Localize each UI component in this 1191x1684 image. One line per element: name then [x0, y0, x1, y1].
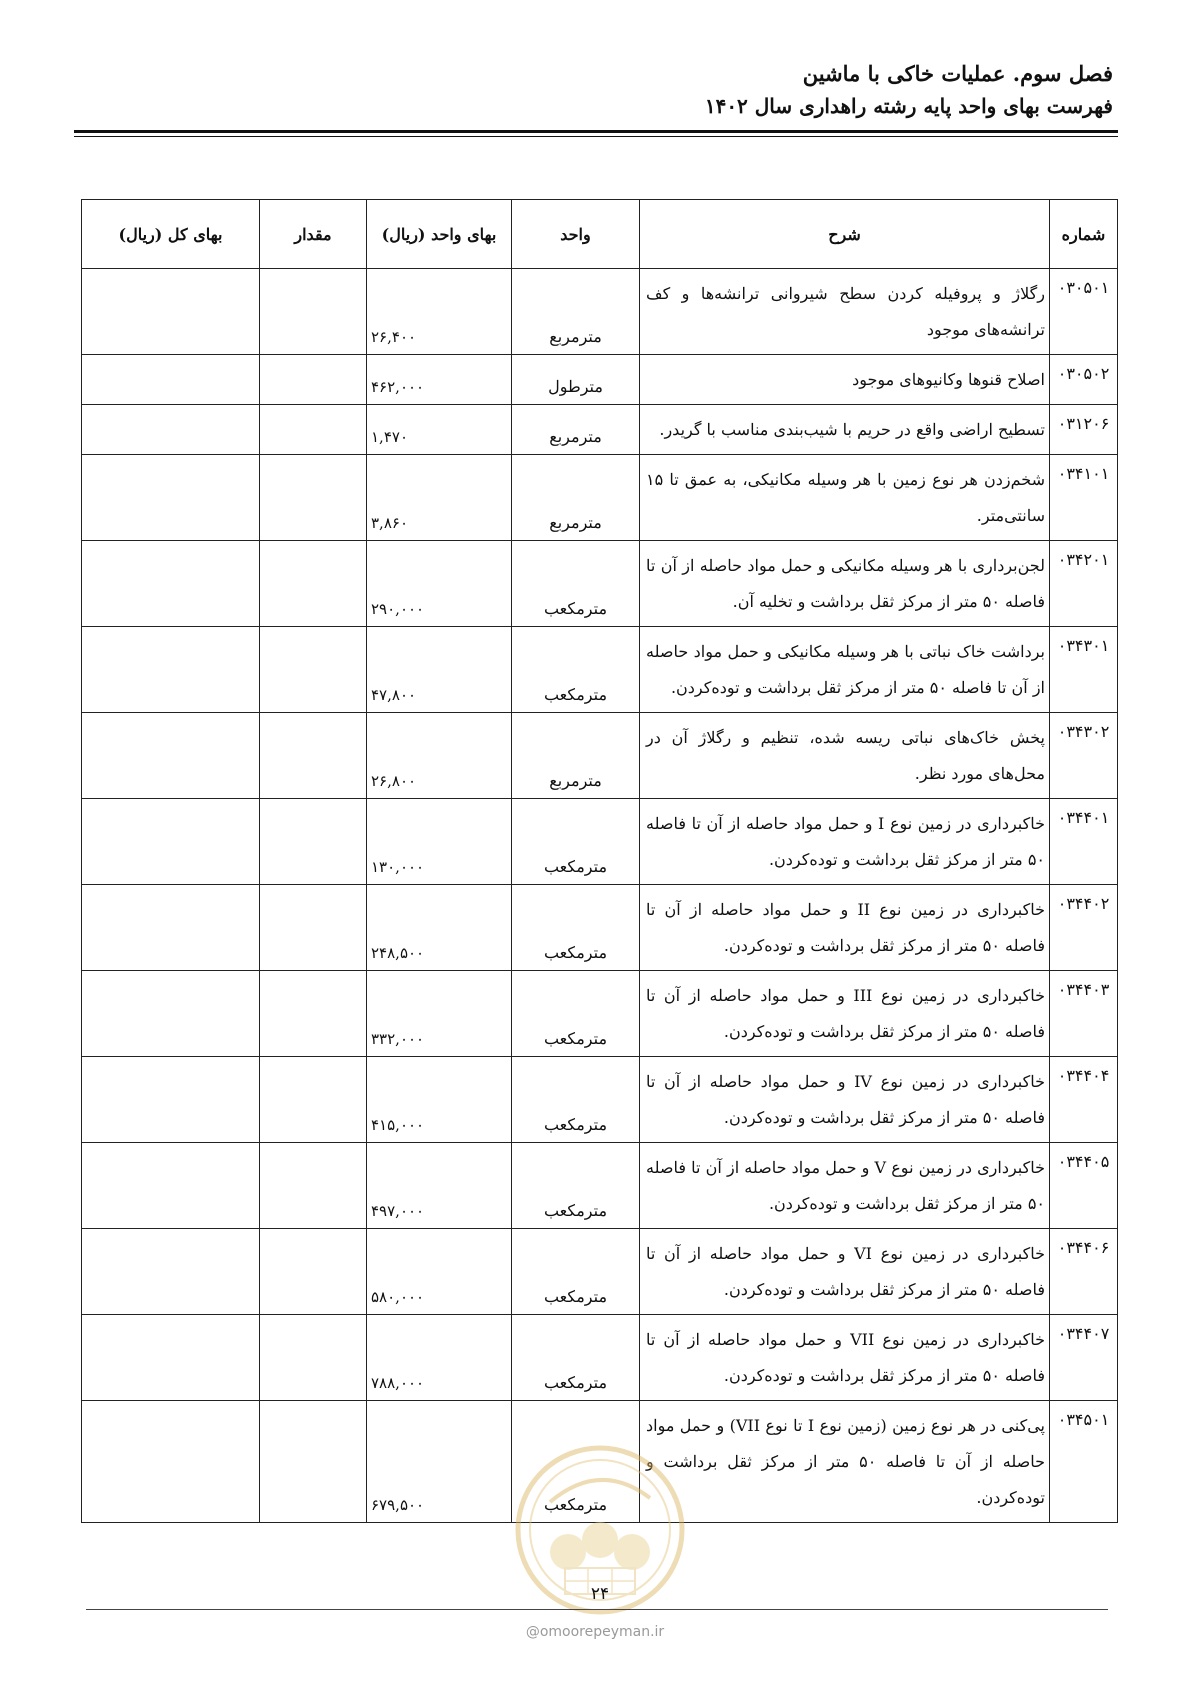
item-code: ۰۳۴۲۰۱ — [1050, 541, 1118, 627]
item-total-price — [82, 799, 260, 885]
item-total-price — [82, 1315, 260, 1401]
item-quantity — [260, 1229, 367, 1315]
item-code: ۰۳۴۴۰۳ — [1050, 971, 1118, 1057]
item-total-price — [82, 971, 260, 1057]
item-code: ۰۳۴۴۰۵ — [1050, 1143, 1118, 1229]
item-description: تسطیح اراضی واقع در حریم با شیب‌بندی مناسب با گریدر. — [640, 405, 1050, 455]
item-code: ۰۳۴۱۰۱ — [1050, 455, 1118, 541]
item-quantity — [260, 627, 367, 713]
item-total-price — [82, 627, 260, 713]
item-description: شخم‌زدن هر نوع زمین با هر وسیله مکانیکی، به عمق تا ۱۵ سانتی‌متر. — [640, 455, 1050, 541]
item-unit-price: ۱,۴۷۰ — [367, 405, 512, 455]
table-row — [82, 405, 1118, 455]
item-code: ۰۳۱۲۰۶ — [1050, 405, 1118, 455]
table-row — [82, 799, 1118, 885]
item-code: ۰۳۴۵۰۱ — [1050, 1401, 1118, 1523]
item-unit: مترمکعب — [512, 1315, 640, 1401]
item-unit: مترمکعب — [512, 1401, 640, 1523]
item-code: ۰۳۰۵۰۲ — [1050, 355, 1118, 405]
item-unit: مترمربع — [512, 405, 640, 455]
item-code: ۰۳۴۴۰۴ — [1050, 1057, 1118, 1143]
item-unit-price: ۴۷,۸۰۰ — [367, 627, 512, 713]
item-unit-price: ۳,۸۶۰ — [367, 455, 512, 541]
item-description: پی‌کنی در هر نوع زمین (زمین نوع I تا نوع VII) و حمل مواد حاصله از آن تا فاصله ۵۰ متر از مرکز ثقل برداشت و توده‌کردن. — [640, 1401, 1050, 1523]
item-unit-price: ۴۹۷,۰۰۰ — [367, 1143, 512, 1229]
website-watermark: @omoorepeyman.ir — [525, 1624, 665, 1640]
table-row — [82, 1229, 1118, 1315]
page-number: ۲۴ — [590, 1584, 610, 1604]
table-row — [82, 455, 1118, 541]
item-unit: مترمربع — [512, 269, 640, 355]
header-unit: واحد — [512, 200, 640, 269]
table-row — [82, 1143, 1118, 1229]
item-total-price — [82, 1401, 260, 1523]
item-description: خاکبرداری در زمین نوع I و حمل مواد حاصله از آن تا فاصله ۵۰ متر از مرکز ثقل برداشت و توده‌کردن. — [640, 799, 1050, 885]
item-description: پخش خاک‌های نباتی ریسه شده، تنظیم و رگلاژ آن در محل‌های مورد نظر. — [640, 713, 1050, 799]
item-description: خاکبرداری در زمین نوع III و حمل مواد حاصله از آن تا فاصله ۵۰ متر از مرکز ثقل برداشت و توده‌کردن. — [640, 971, 1050, 1057]
item-unit-price: ۷۸۸,۰۰۰ — [367, 1315, 512, 1401]
item-unit-price: ۶۷۹,۵۰۰ — [367, 1401, 512, 1523]
item-total-price — [82, 885, 260, 971]
item-unit-price: ۵۸۰,۰۰۰ — [367, 1229, 512, 1315]
item-total-price — [82, 1057, 260, 1143]
item-quantity — [260, 713, 367, 799]
item-total-price — [82, 541, 260, 627]
item-unit-price: ۲۴۸,۵۰۰ — [367, 885, 512, 971]
item-quantity — [260, 1057, 367, 1143]
item-unit-price: ۳۳۲,۰۰۰ — [367, 971, 512, 1057]
item-total-price — [82, 1229, 260, 1315]
item-total-price — [82, 405, 260, 455]
item-description: خاکبرداری در زمین نوع IV و حمل مواد حاصله از آن تا فاصله ۵۰ متر از مرکز ثقل برداشت و توده‌کردن. — [640, 1057, 1050, 1143]
chapter-title: فصل سوم. عملیات خاکی با ماشین — [802, 61, 1113, 86]
item-unit-price: ۱۳۰,۰۰۰ — [367, 799, 512, 885]
header-quantity: مقدار — [260, 200, 367, 269]
item-unit: مترمکعب — [512, 627, 640, 713]
table-row — [82, 1057, 1118, 1143]
item-total-price — [82, 1143, 260, 1229]
item-description: خاکبرداری در زمین نوع II و حمل مواد حاصله از آن تا فاصله ۵۰ متر از مرکز ثقل برداشت و توده‌کردن. — [640, 885, 1050, 971]
item-quantity — [260, 455, 367, 541]
item-total-price — [82, 713, 260, 799]
item-code: ۰۳۴۳۰۲ — [1050, 713, 1118, 799]
item-code: ۰۳۴۴۰۶ — [1050, 1229, 1118, 1315]
page-header — [78, 58, 1113, 122]
item-code: ۰۳۴۳۰۱ — [1050, 627, 1118, 713]
table-row — [82, 355, 1118, 405]
item-quantity — [260, 355, 367, 405]
item-quantity — [260, 1143, 367, 1229]
item-total-price — [82, 455, 260, 541]
item-description: خاکبرداری در زمین نوع VI و حمل مواد حاصله از آن تا فاصله ۵۰ متر از مرکز ثقل برداشت و توده‌کردن. — [640, 1229, 1050, 1315]
item-code: ۰۳۴۴۰۲ — [1050, 885, 1118, 971]
item-total-price — [82, 269, 260, 355]
item-description: خاکبرداری در زمین نوع VII و حمل مواد حاصله از آن تا فاصله ۵۰ متر از مرکز ثقل برداشت و توده‌کردن. — [640, 1315, 1050, 1401]
item-total-price — [82, 355, 260, 405]
price-list-table — [81, 199, 1118, 1523]
item-description: لجن‌برداری با هر وسیله مکانیکی و حمل مواد حاصله از آن تا فاصله ۵۰ متر از مرکز ثقل برداشت و تخلیه آن. — [640, 541, 1050, 627]
item-unit-price: ۲۹۰,۰۰۰ — [367, 541, 512, 627]
item-code: ۰۳۴۴۰۷ — [1050, 1315, 1118, 1401]
item-quantity — [260, 269, 367, 355]
item-unit: مترمکعب — [512, 971, 640, 1057]
table-row — [82, 885, 1118, 971]
table-row — [82, 269, 1118, 355]
item-quantity — [260, 971, 367, 1057]
table-row — [82, 627, 1118, 713]
table-row — [82, 971, 1118, 1057]
item-unit: مترمکعب — [512, 799, 640, 885]
item-unit: مترطول — [512, 355, 640, 405]
item-quantity — [260, 885, 367, 971]
header-code: شماره — [1050, 200, 1118, 269]
item-unit: مترمربع — [512, 713, 640, 799]
item-unit-price: ۲۶,۴۰۰ — [367, 269, 512, 355]
item-code: ۰۳۰۵۰۱ — [1050, 269, 1118, 355]
item-quantity — [260, 799, 367, 885]
header-unit-price: بهای واحد (ریال) — [367, 200, 512, 269]
document-subtitle: فهرست بهای واحد پایه رشته راهداری سال ۱۴۰۲ — [704, 94, 1113, 118]
header-total-price: بهای کل (ریال) — [82, 200, 260, 269]
item-description: اصلاح قنوها وکانیوهای موجود — [640, 355, 1050, 405]
table-row — [82, 541, 1118, 627]
footer-rule — [86, 1609, 1108, 1610]
table-header-row — [82, 200, 1118, 269]
item-unit: مترمکعب — [512, 1229, 640, 1315]
item-unit: مترمربع — [512, 455, 640, 541]
item-unit: مترمکعب — [512, 541, 640, 627]
item-unit: مترمکعب — [512, 885, 640, 971]
header-description: شرح — [640, 200, 1050, 269]
item-code: ۰۳۴۴۰۱ — [1050, 799, 1118, 885]
item-unit: مترمکعب — [512, 1057, 640, 1143]
item-quantity — [260, 1401, 367, 1523]
header-rule-thin — [74, 136, 1118, 137]
item-description: برداشت خاک نباتی با هر وسیله مکانیکی و حمل مواد حاصله از آن تا فاصله ۵۰ متر از مرکز ثقل برداشت و توده‌کردن. — [640, 627, 1050, 713]
header-rule-thick — [74, 130, 1118, 133]
item-description: خاکبرداری در زمین نوع V و حمل مواد حاصله از آن تا فاصله ۵۰ متر از مرکز ثقل برداشت و توده‌کردن. — [640, 1143, 1050, 1229]
item-quantity — [260, 405, 367, 455]
item-description: رگلاژ و پروفیله کردن سطح شیروانی ترانشه‌ها و کف ترانشه‌های موجود — [640, 269, 1050, 355]
item-unit-price: ۲۶,۸۰۰ — [367, 713, 512, 799]
item-quantity — [260, 541, 367, 627]
item-quantity — [260, 1315, 367, 1401]
item-unit-price: ۴۱۵,۰۰۰ — [367, 1057, 512, 1143]
table-row — [82, 1315, 1118, 1401]
table-row — [82, 713, 1118, 799]
item-unit-price: ۴۶۲,۰۰۰ — [367, 355, 512, 405]
item-unit: مترمکعب — [512, 1143, 640, 1229]
